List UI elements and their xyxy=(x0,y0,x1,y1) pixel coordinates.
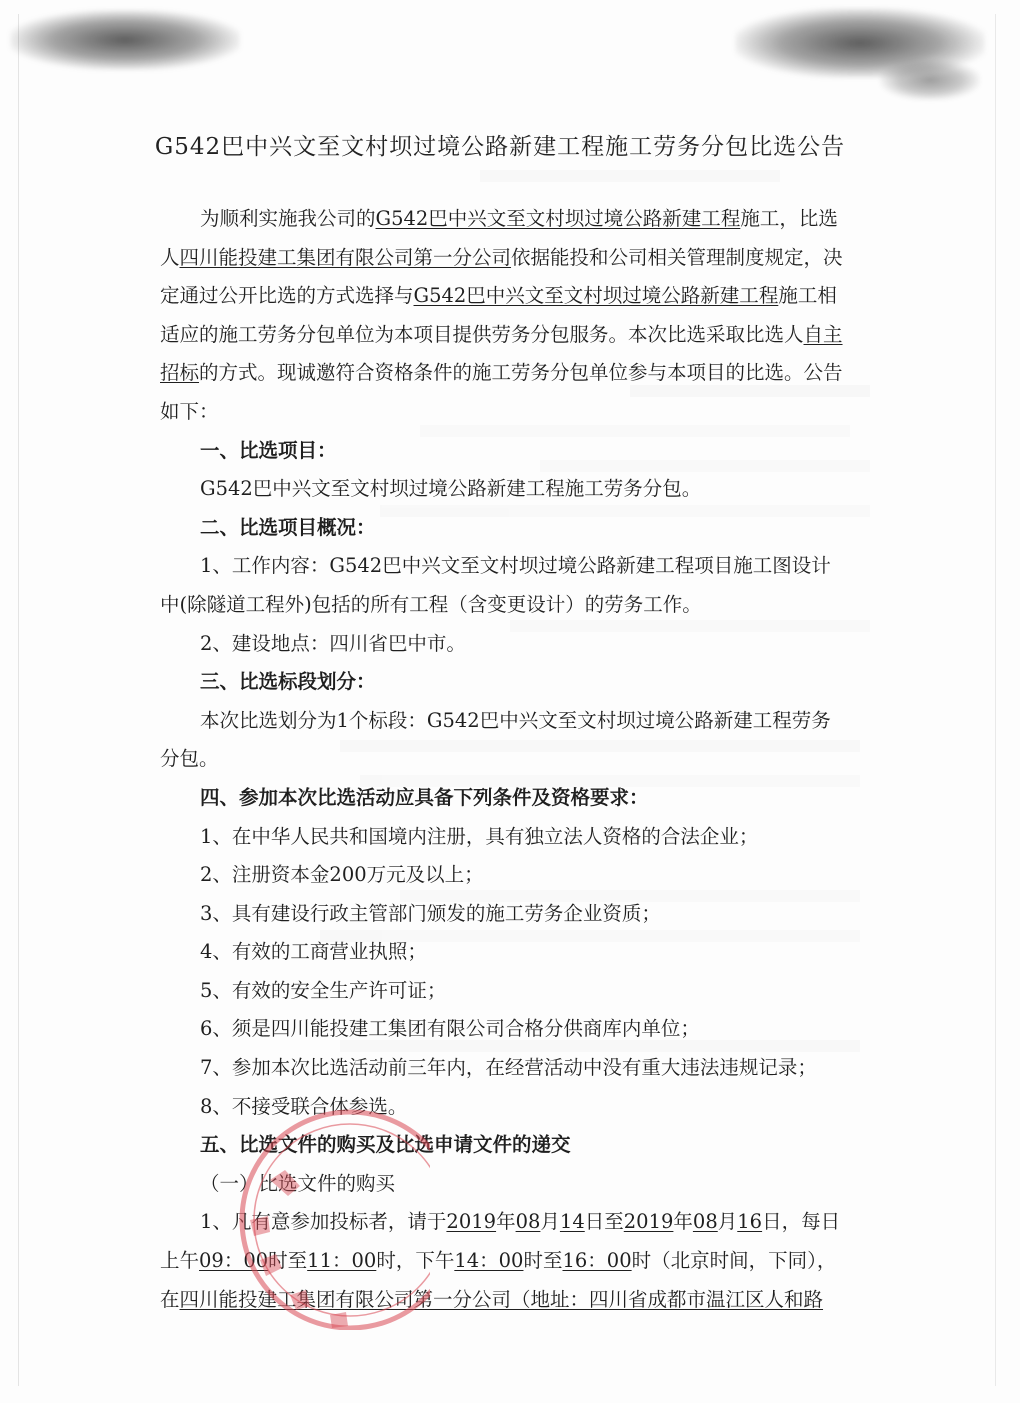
end-day: 16 xyxy=(737,1210,763,1234)
requirement-item: 8、不接受联合体参选。 xyxy=(200,1094,408,1118)
requirement-item: 6、须是四川能投建工集团有限公司合格分供商库内单位； xyxy=(200,1017,700,1041)
time-separator: 时至 xyxy=(268,1249,308,1273)
section-item: 1、工作内容：G542巴中兴文至文村坝过境公路新建工程项目施工图设计中(除隧道工程外)包括的所有工程（含变更设计）的劳务工作。 xyxy=(160,554,831,616)
intro-paragraph xyxy=(160,200,845,432)
purchase-text: 时，下午 xyxy=(376,1249,455,1273)
am-start: 09：00 xyxy=(199,1249,269,1273)
start-month: 08 xyxy=(515,1210,541,1234)
intro-text-c: 依据能投和公司相关管理制度规定，决定通过公开比选的方式选择与 xyxy=(160,245,843,308)
start-day: 14 xyxy=(559,1210,585,1234)
month-unit: 月 xyxy=(540,1210,560,1234)
pm-end: 16：00 xyxy=(562,1249,632,1273)
requirement-item: 5、有效的安全生产许可证； xyxy=(200,978,447,1002)
section-text: 本次比选划分为1个标段：G542巴中兴文至文村坝过境公路新建工程劳务分包。 xyxy=(160,708,831,771)
requirement-item: 1、在中华人民共和国境内注册，具有独立法人资格的合法企业； xyxy=(200,824,759,848)
section-heading: 一、比选项目： xyxy=(200,438,337,462)
section-heading: 二、比选项目概况： xyxy=(200,515,376,539)
purchase-schedule xyxy=(160,1203,845,1319)
intro-text-a: 为顺利实施我公司的 xyxy=(200,207,376,230)
project-name: G542巴中兴文至文村坝过境公路新建工程 xyxy=(413,284,779,308)
requirement-item: 4、有效的工商营业执照； xyxy=(200,940,427,964)
pm-start: 14：00 xyxy=(454,1249,524,1273)
section-text: G542巴中兴文至文村坝过境公路新建工程施工劳务分包。 xyxy=(200,477,702,501)
requirement-item: 3、具有建设行政主管部门颁发的施工劳务企业资质； xyxy=(200,901,661,925)
requirement-item: 7、参加本次比选活动前三年内，在经营活动中没有重大违法违规记录； xyxy=(200,1056,817,1080)
purchase-text: 1、凡有意参加投标者，请于 xyxy=(200,1210,447,1234)
section-heading: 五、比选文件的购买及比选申请文件的递交 xyxy=(200,1133,571,1157)
bidding-method: 自主招标 xyxy=(160,322,843,385)
company-name: 四川能投建工集团有限公司第一分公司 xyxy=(179,245,512,269)
end-month: 08 xyxy=(692,1210,718,1234)
redacted-smudge-corner xyxy=(880,60,980,100)
section-item: 2、建设地点：四川省巴中市。 xyxy=(200,631,466,655)
subsection-heading: （一）比选文件的购买 xyxy=(200,1171,396,1195)
document-body xyxy=(160,200,845,1319)
year-unit: 年 xyxy=(673,1210,693,1234)
year-unit: 年 xyxy=(496,1210,516,1234)
document-title: G542巴中兴文至文村坝过境公路新建工程施工劳务分包比选公告 xyxy=(154,134,846,160)
intro-text-b: 施工，比选人 xyxy=(160,207,838,269)
requirement-item: 2、注册资本金200万元及以上； xyxy=(200,863,484,887)
purchase-address: 四川能投建工集团有限公司第一分公司（地址：四川省成都市温江区人和路 xyxy=(179,1287,824,1311)
date-separator: 日至 xyxy=(584,1210,624,1234)
start-year: 2019 xyxy=(446,1210,497,1234)
purchase-text: 时（北京时间，下同），在 xyxy=(160,1249,837,1311)
end-year: 2019 xyxy=(623,1210,674,1234)
redacted-smudge-left xyxy=(10,10,240,70)
am-end: 11：00 xyxy=(307,1249,377,1273)
project-name: G542巴中兴文至文村坝过境公路新建工程 xyxy=(375,207,741,230)
intro-text-d: 施工相适应的施工劳务分包单位为本项目提供劳务分包服务。本次比选采取比选人 xyxy=(160,284,837,346)
intro-text-e: 的方式。现诚邀符合资格条件的施工劳务分包单位参与本项目的比选。公告如下： xyxy=(160,361,843,423)
time-separator: 时至 xyxy=(523,1249,563,1273)
section-heading: 四、参加本次比选活动应具备下列条件及资格要求： xyxy=(200,785,649,809)
month-unit: 月 xyxy=(717,1210,738,1234)
purchase-text: 日，每日上午 xyxy=(160,1210,841,1273)
section-heading: 三、比选标段划分： xyxy=(200,670,376,694)
